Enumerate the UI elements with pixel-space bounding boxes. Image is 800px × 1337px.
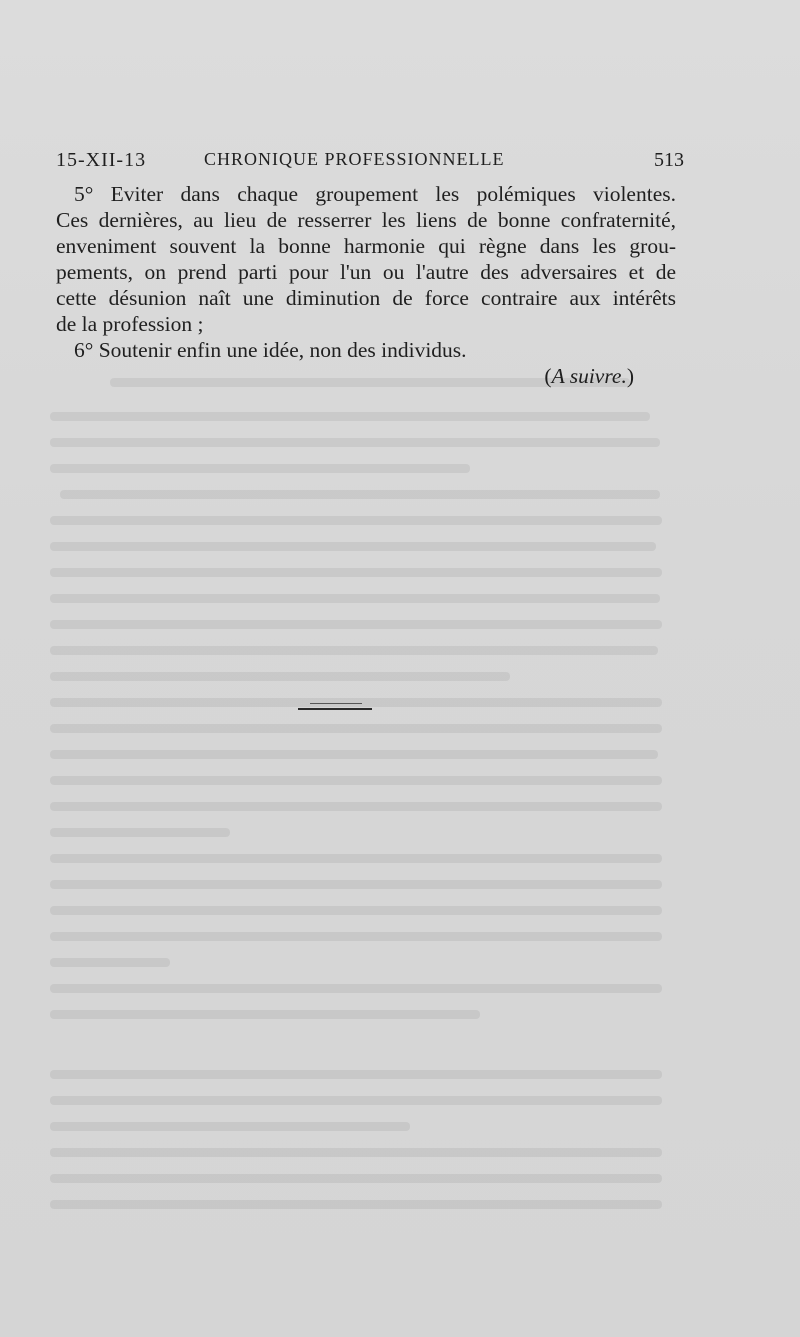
text-line: enveniment souvent la bonne harmonie qui règne dans les grou- bbox=[56, 234, 676, 258]
paragraph-6 bbox=[56, 337, 676, 363]
section-divider bbox=[298, 708, 372, 710]
continuation-text: A suivre. bbox=[551, 364, 627, 388]
header-date: 15-XII-13 bbox=[56, 149, 147, 171]
continuation-note bbox=[56, 363, 676, 389]
text-line: pements, on prend parti pour l'un ou l'autre des adversaires et de bbox=[56, 260, 676, 284]
text-line: Ces dernières, au lieu de resserrer les liens de bonne confraternité, bbox=[56, 208, 676, 232]
continuation-close: ) bbox=[626, 364, 634, 388]
text-line: de la profession ; bbox=[56, 312, 204, 336]
text-line: 6° Soutenir enfin une idée, non des individus. bbox=[74, 338, 467, 362]
header-title: CHRONIQUE PROFESSIONNELLE bbox=[204, 149, 505, 169]
article-body bbox=[56, 181, 676, 389]
section-divider-top bbox=[310, 703, 362, 704]
page-number: 513 bbox=[654, 149, 684, 171]
paragraph-5 bbox=[56, 181, 676, 337]
continuation-open: ( bbox=[544, 364, 552, 388]
bleed-through-background bbox=[50, 360, 690, 1240]
text-line: 5° Eviter dans chaque groupement les polémiques violentes. bbox=[74, 182, 676, 206]
text-line: cette désunion naît une diminution de force contraire aux intérêts bbox=[56, 286, 676, 310]
running-header bbox=[56, 149, 684, 175]
